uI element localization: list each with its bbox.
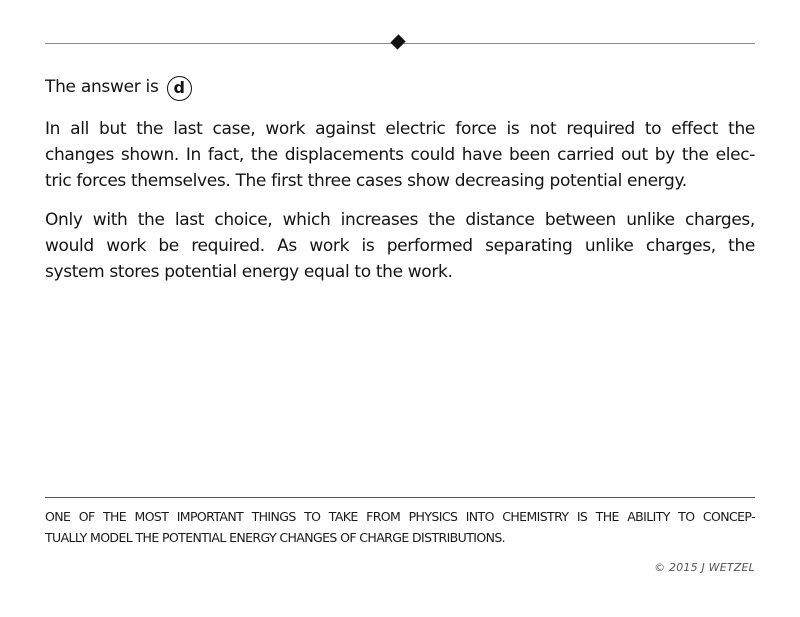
answer-statement: [45, 74, 192, 101]
copyright-notice: © 2015 J WETZEL: [654, 561, 755, 574]
explanation-paragraph-2: [45, 207, 755, 285]
answer-prefix: The answer is: [45, 77, 159, 97]
diamond-icon: [390, 34, 405, 49]
paragraph-line: tric forces themselves. The first three cases show decreasing potential energy.: [45, 171, 687, 191]
footnote-line: ONE OF THE MOST IMPORTANT THINGS TO TAKE FROM PHYSICS INTO CHEMISTRY IS THE ABILITY TO CONCEP-: [45, 509, 755, 524]
answer-choice-badge: d: [167, 76, 192, 101]
paragraph-line: changes shown. In fact, the displacements could have been carried out by the elec-: [45, 145, 755, 165]
paragraph-line: In all but the last case, work against electric force is not required to effect the: [45, 119, 755, 139]
explanation-paragraph-1: [45, 116, 755, 194]
paragraph-line: system stores potential energy equal to the work.: [45, 262, 453, 282]
footnote: [45, 506, 755, 548]
footnote-line: TUALLY MODEL THE POTENTIAL ENERGY CHANGES OF CHARGE DISTRIBUTIONS.: [45, 530, 506, 545]
footnote-divider: [45, 497, 755, 498]
paragraph-line: Only with the last choice, which increases the distance between unlike charges,: [45, 210, 755, 230]
paragraph-line: would work be required. As work is performed separating unlike charges, the: [45, 236, 755, 256]
